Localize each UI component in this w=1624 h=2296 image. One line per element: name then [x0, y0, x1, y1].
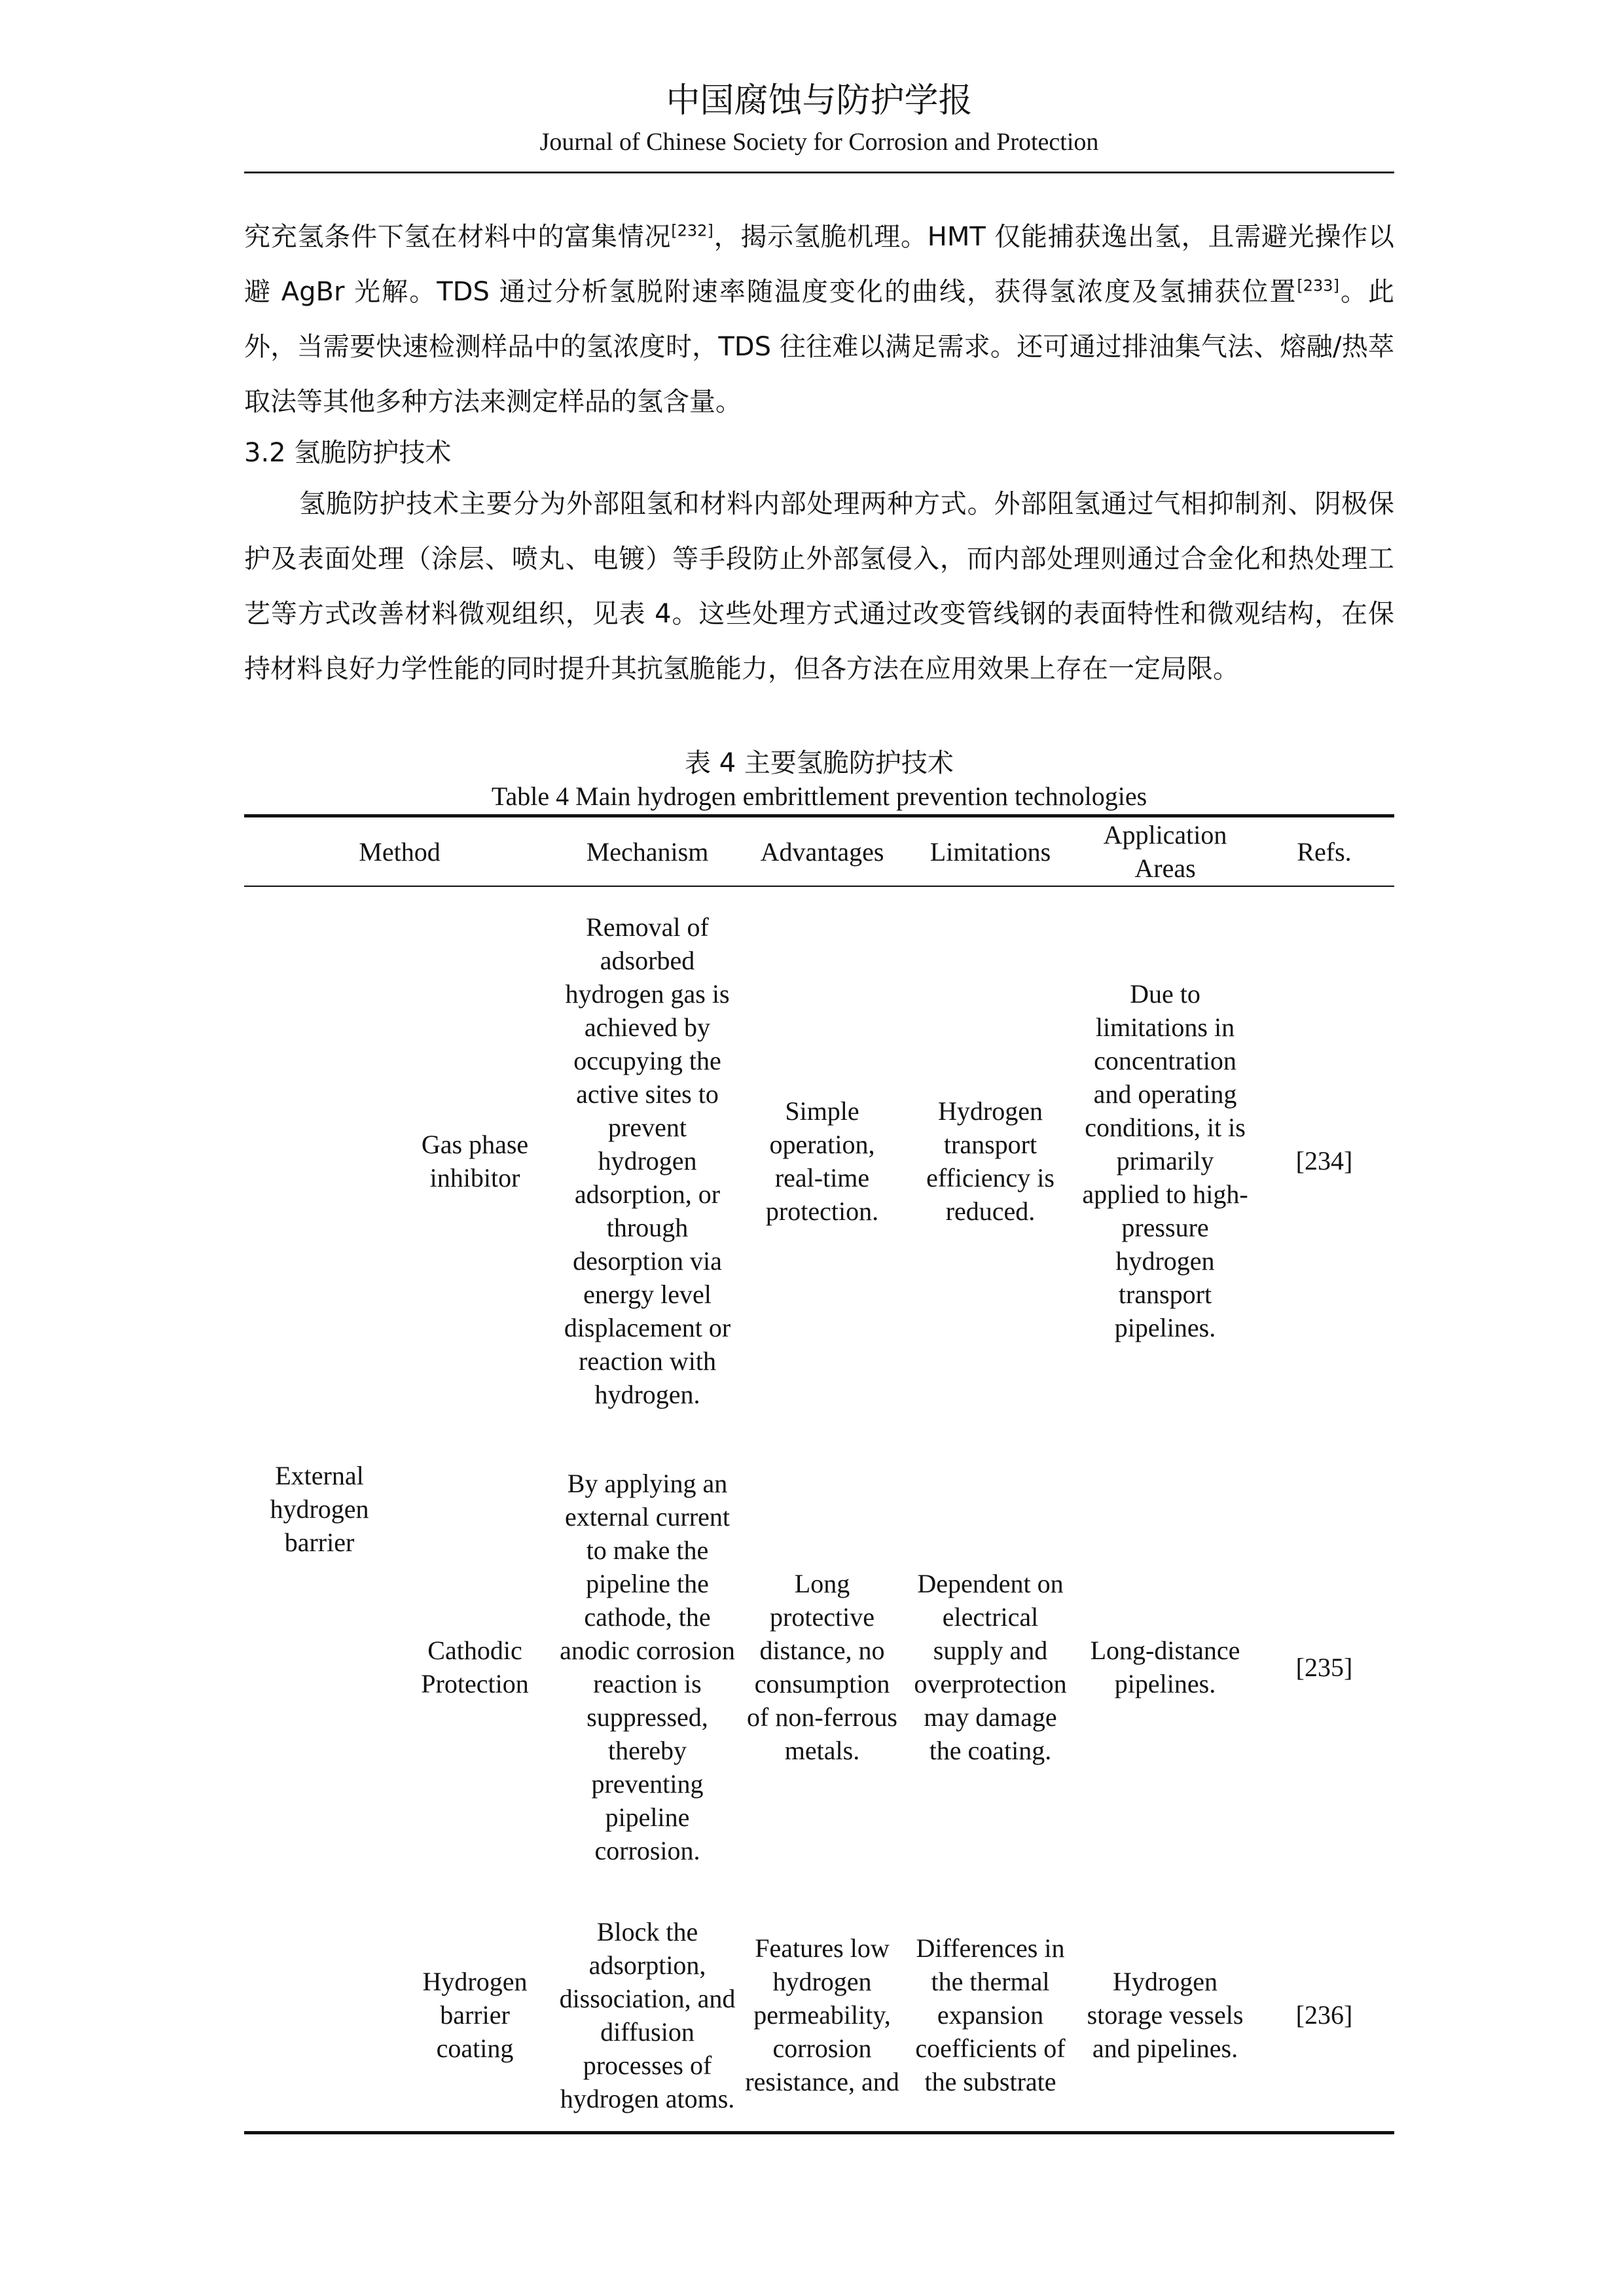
section-heading: 3.2 氢脆防护技术	[244, 438, 452, 468]
ref-cell[interactable]: [236]	[1295, 2000, 1353, 2030]
page-header	[244, 73, 1394, 173]
journal-title-cn: 中国腐蚀与防护学报	[666, 81, 973, 120]
paragraph-protection-overview: 氢脆防护技术主要分为外部阻氢和材料内部处理两种方式。外部阻氢通过气相抑制剂、阴极保护及表面处理（涂层、喷丸、电镀）等手段防止外部氢侵入，而内部处理则通过合金化和热处理工艺等方式改善材料微观组织，见表 4。这些处理方式通过改变管线钢的表面特性和微观结构，在保持材料良好力学性能的同时提升其抗氢脆能力，但各方法在应用效果上存在一定局限。	[244, 489, 1394, 684]
citation-233[interactable]: [233]	[1297, 276, 1339, 295]
limitations-cell: Differences in the thermal expansion coefficients of the substrate	[915, 1933, 1066, 2097]
limitations-cell: Hydrogen transport efficiency is reduced.	[926, 1096, 1055, 1226]
ref-cell[interactable]: [235]	[1295, 1652, 1353, 1682]
application-cell: Hydrogen storage vessels and pipelines.	[1087, 1967, 1244, 2064]
para1-part-c: 。此外，当需要快速检测样品中的氢浓度时，TDS 往往难以满足需求。还可通过排油集气法、熔融/热萃取法等其他多种方法来测定样品的氢含量。	[244, 277, 1394, 417]
header-limitations: Limitations	[905, 816, 1076, 887]
table-caption-en: Table 4 Main hydrogen embrittlement prevention technologies	[491, 781, 1147, 811]
header-advantages: Advantages	[740, 816, 905, 887]
ref-cell[interactable]: [234]	[1295, 1146, 1353, 1175]
header-method: Method	[244, 816, 555, 887]
body-text	[244, 209, 1394, 696]
table-row	[244, 1899, 1394, 2132]
advantages-cell: Simple operation, real-time protection.	[765, 1096, 879, 1226]
mechanism-cell: Block the adsorption, dissociation, and diffusion processes of hydrogen atoms.	[559, 1916, 736, 2113]
limitations-cell: Dependent on electrical supply and overprotection may damage the coating.	[914, 1569, 1067, 1765]
table-row	[244, 1435, 1394, 1899]
table-header-row	[244, 816, 1394, 887]
table-row	[244, 886, 1394, 1435]
citation-232[interactable]: [232]	[671, 221, 713, 240]
paragraph-detection-methods	[244, 209, 1394, 429]
para1-part-a: 究充氢条件下氢在材料中的富集情况	[244, 222, 672, 252]
application-cell: Long-distance pipelines.	[1090, 1636, 1240, 1698]
application-cell: Due to limitations in concentration and operating conditions, it is primarily applied to high-pressure hydrogen transport pipelines.	[1082, 979, 1248, 1342]
protection-technologies-table	[244, 814, 1394, 2134]
header-mechanism: Mechanism	[555, 816, 740, 887]
category-cell: External hydrogen barrier	[270, 1460, 369, 1557]
mechanism-cell: Removal of adsorbed hydrogen gas is achieved by occupying the active sites to prevent hydrogen adsorption, or through desorption via energy level displacement or reaction with hydrogen.	[564, 912, 731, 1409]
advantages-cell: Features low hydrogen permeability, corrosion resistance, and	[745, 1933, 899, 2097]
method-cell: Gas phase inhibitor	[421, 1129, 529, 1193]
method-cell: Cathodic Protection	[421, 1636, 529, 1698]
table-caption-cn: 表 4 主要氢脆防护技术	[685, 748, 954, 778]
method-cell: Hydrogen barrier coating	[422, 1967, 528, 2064]
para1-part-b: ，揭示氢脆机理。HMT 仅能捕获逸出氢，且需避光操作以避 AgBr 光解。TDS 通过分析氢脱附速率随温度变化的曲线，获得氢浓度及氢捕获位置	[244, 222, 1394, 307]
header-application-areas: Application Areas	[1076, 816, 1254, 887]
journal-title-en: Journal of Chinese Society for Corrosion and Protection	[539, 128, 1099, 156]
advantages-cell: Long protective distance, no consumption of non-ferrous metals.	[747, 1569, 897, 1765]
mechanism-cell: By applying an external current to make the pipeline the cathode, the anodic corrosion reaction is suppressed, thereby preventing pipeline corrosion.	[560, 1469, 735, 1865]
header-refs: Refs.	[1254, 816, 1394, 887]
